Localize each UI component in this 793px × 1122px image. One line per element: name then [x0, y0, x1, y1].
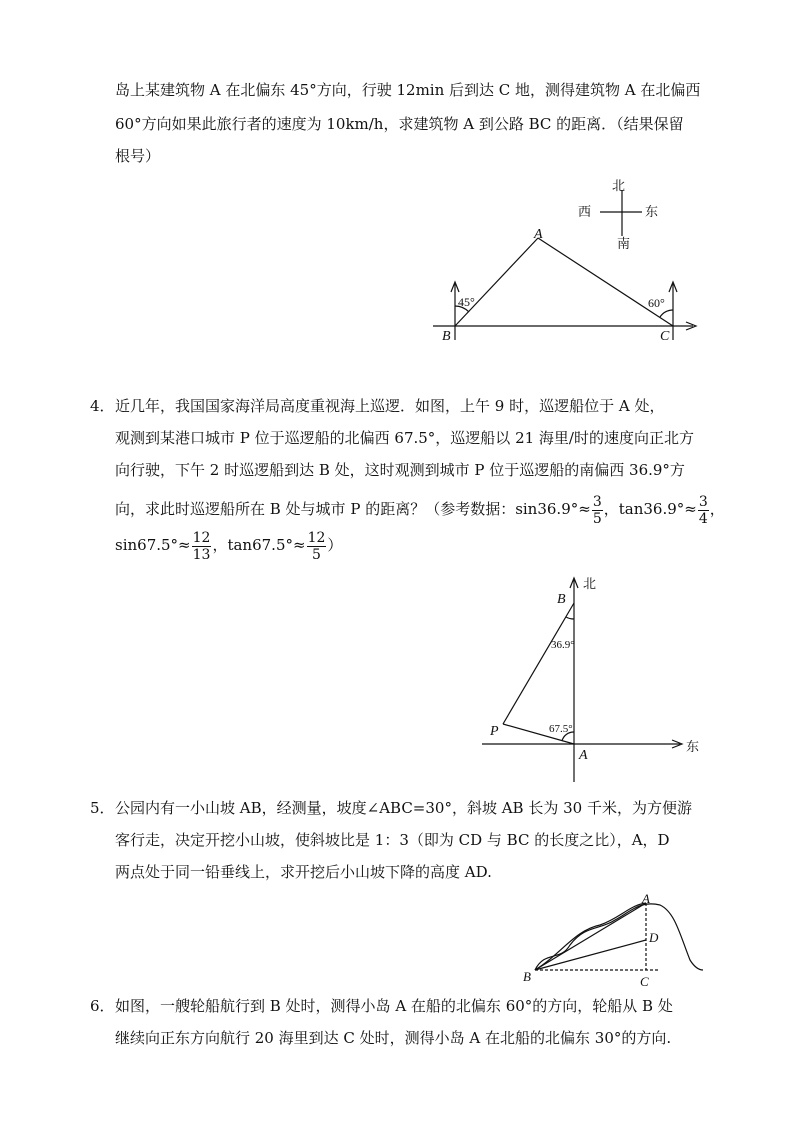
problem5-line1: 公园内有一小山坡 AB，经测量，坡度∠ABC=30°，斜坡 AB 长为 30 千米，为方便游 — [115, 799, 692, 817]
problem4-line5-b: ，tan67.5°≈ — [212, 536, 306, 554]
slope-ab — [535, 903, 646, 970]
label-b: B — [523, 969, 531, 984]
problem3-line2: 60°方向如果此旅行者的速度为 10km/h，求建筑物 A 到公路 BC 的距离．（结果保留 — [115, 115, 684, 133]
problem4-line4-c: ， — [709, 500, 725, 518]
compass-east: 东 — [645, 204, 659, 219]
problem5-line3: 两点处于同一铅垂线上，求开挖后小山坡下降的高度 AD. — [115, 863, 492, 881]
label-p: P — [490, 724, 499, 739]
north-label: 北 — [583, 576, 597, 591]
angle-label-c: 60° — [648, 296, 665, 310]
label-c: C — [660, 329, 670, 344]
angle-label-b: 45° — [458, 295, 475, 309]
problem5-number: 5． — [90, 799, 115, 817]
fraction-sin67-num: 12 — [192, 529, 211, 546]
problem6-number: 6． — [90, 997, 115, 1015]
problem6-line1: 如图，一艘轮船航行到 B 处时，测得小岛 A 在船的北偏东 60°的方向，轮船从 B 处 — [115, 997, 673, 1015]
label-a: A — [579, 748, 588, 763]
east-label: 东 — [686, 739, 700, 754]
angle-label-b: 36.9° — [551, 639, 575, 651]
problem3-line3: 根号） — [115, 147, 161, 165]
fraction-sin36-den: 5 — [592, 510, 602, 527]
problem4-line1: 近几年，我国国家海洋局高度重视海上巡逻．如图，上午 9 时，巡逻船位于 A 处， — [115, 397, 665, 415]
compass-west: 西 — [578, 204, 592, 219]
fraction-sin36-num: 3 — [592, 493, 602, 510]
label-c: C — [640, 974, 649, 989]
problem4-number: 4． — [90, 397, 115, 415]
fraction-tan36-num: 3 — [698, 493, 708, 510]
label-b: B — [442, 329, 451, 344]
label-a: A — [642, 891, 650, 906]
label-a: A — [534, 227, 543, 242]
problem4-line3: 向行驶，下午 2 时巡逻船到达 B 处，这时观测到城市 P 位于巡逻船的南偏西 36.9°方 — [115, 461, 685, 479]
problem5-line2: 客行走，决定开挖小山坡，使斜坡比是 1：3（即为 CD 与 BC 的长度之比），A，D — [115, 831, 670, 849]
compass-north: 北 — [612, 178, 626, 193]
angle-label-a: 67.5° — [549, 723, 573, 735]
compass-south: 南 — [617, 236, 631, 251]
fraction-tan67-num: 12 — [307, 529, 326, 546]
fraction-tan36-den: 4 — [698, 510, 708, 527]
problem3-line1: 岛上某建筑物 A 在北偏东 45°方向，行驶 12min 后到达 C 地，测得建筑物 A 在北偏西 — [115, 81, 701, 99]
problem6-line2: 继续向正东方向航行 20 海里到达 C 处时，测得小岛 A 在北船的北偏东 30°的方向. — [115, 1029, 672, 1047]
label-d: D — [649, 930, 659, 945]
problem4-line4-a: 向，求此时巡逻船所在 B 处与城市 P 的距离？（参考数据：sin36.9°≈ — [115, 500, 591, 518]
label-b: B — [557, 592, 566, 607]
problem4-line4-b: ，tan36.9°≈ — [603, 500, 697, 518]
fraction-sin67-den: 13 — [192, 546, 211, 563]
problem4-line5-c: ） — [327, 536, 343, 554]
problem4-line5-a: sin67.5°≈ — [115, 536, 191, 554]
hill-outline — [535, 904, 703, 970]
slope-bd — [535, 940, 646, 970]
fraction-tan67-den: 5 — [312, 546, 321, 563]
problem4-line2: 观测到某港口城市 P 位于巡逻船的北偏西 67.5°，巡逻船以 21 海里/时的速度向正北方 — [115, 429, 694, 447]
